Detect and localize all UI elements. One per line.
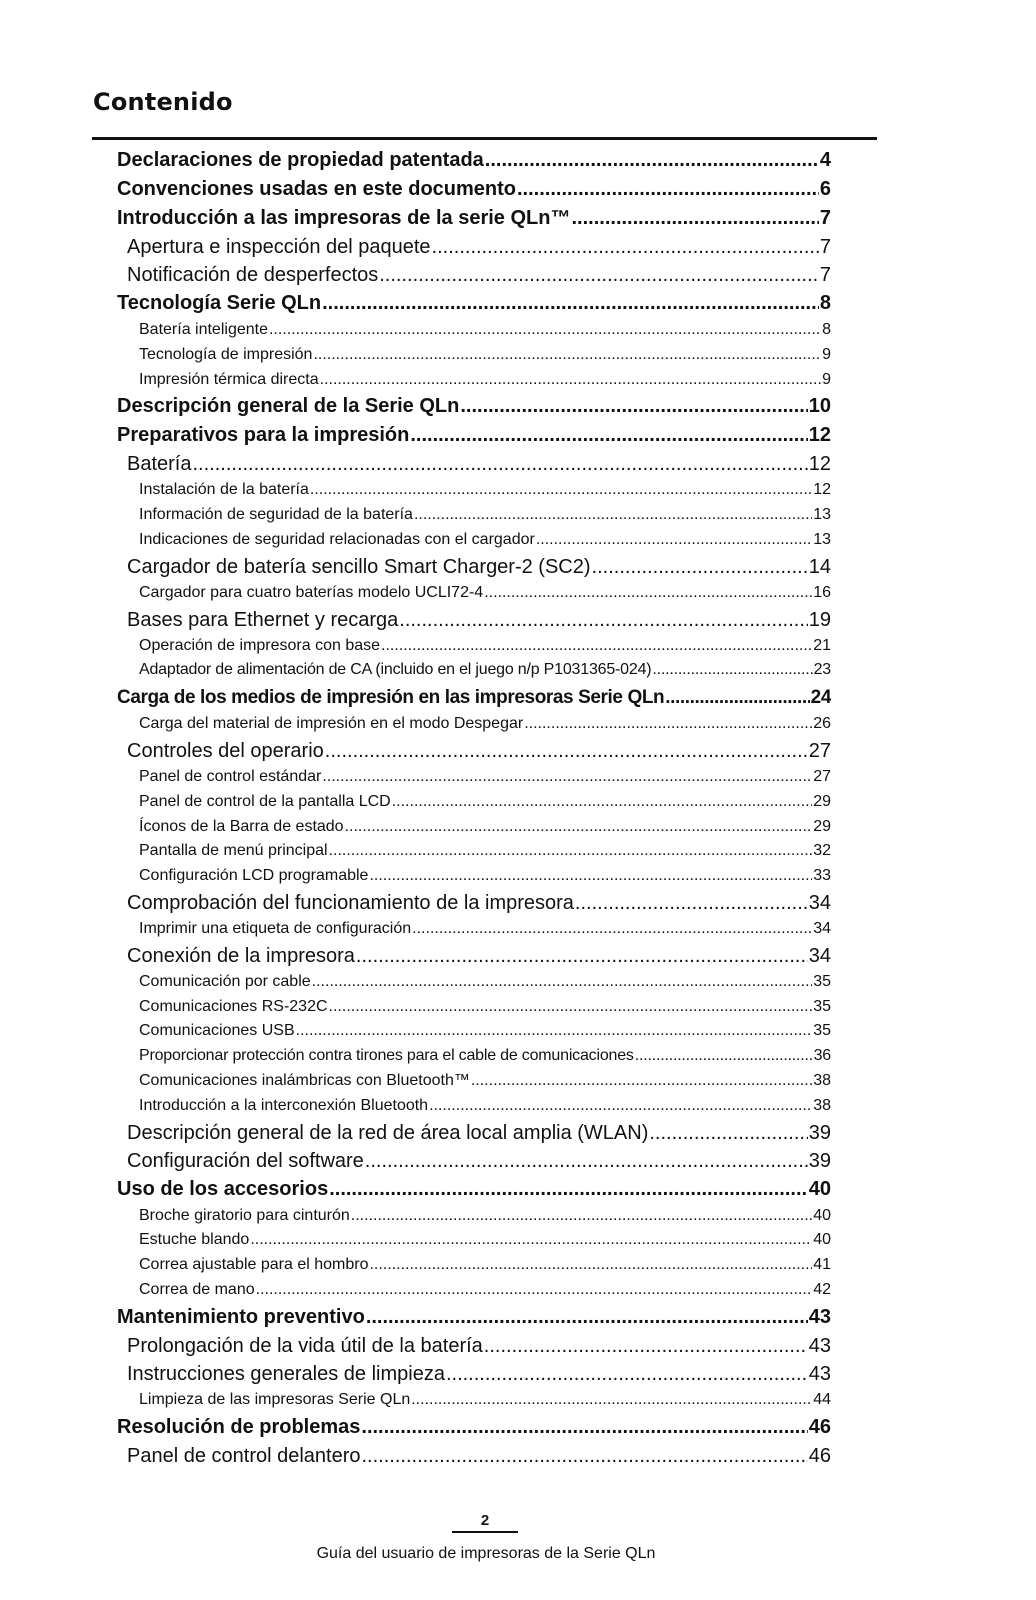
- toc-dot-leader: [322, 765, 812, 790]
- toc-entry-page: 7: [819, 207, 831, 229]
- toc-entry-label: Panel de control estándar: [139, 767, 322, 785]
- toc-entry[interactable]: [117, 864, 831, 889]
- toc-entry[interactable]: [117, 995, 831, 1020]
- toc-dot-leader: [366, 1303, 808, 1332]
- toc-dot-leader: [412, 917, 812, 942]
- toc-entry-page: 19: [808, 608, 831, 631]
- toc-entry-label: Descripción general de la red de área local amplia (WLAN): [127, 1121, 649, 1144]
- toc-dot-leader: [329, 839, 813, 864]
- toc-dot-leader: [460, 392, 807, 421]
- toc-dot-leader: [665, 683, 809, 712]
- toc-entry[interactable]: [117, 970, 831, 995]
- table-of-contents: [117, 146, 831, 1470]
- toc-entry-page: 7: [819, 264, 831, 286]
- toc-entry-label: Limpieza de las impresoras Serie QLn: [139, 1390, 411, 1408]
- toc-entry-label: Bases para Ethernet y recarga: [127, 608, 399, 631]
- toc-entry-page: 34: [808, 891, 831, 914]
- toc-entry-label: Adaptador de alimentación de CA (incluido en el juego n/p P1031365-024): [139, 661, 652, 679]
- toc-entry-label: Introducción a las impresoras de la serie QLn™: [117, 207, 571, 229]
- toc-entry[interactable]: [117, 146, 831, 175]
- toc-entry-page: 38: [813, 1071, 831, 1089]
- toc-entry[interactable]: [117, 1360, 831, 1388]
- toc-entry[interactable]: [117, 815, 831, 840]
- toc-dot-leader: [484, 1332, 808, 1360]
- toc-dot-leader: [310, 478, 812, 503]
- toc-dot-leader: [485, 146, 819, 175]
- toc-entry-page: 40: [813, 1206, 831, 1224]
- toc-entry[interactable]: [117, 1332, 831, 1360]
- toc-entry-label: Estuche blando: [139, 1231, 250, 1249]
- toc-entry-page: 41: [813, 1256, 831, 1274]
- page-title: Contenido: [93, 88, 233, 116]
- toc-entry[interactable]: [117, 528, 831, 553]
- toc-dot-leader: [411, 1388, 812, 1413]
- toc-entry[interactable]: [117, 478, 831, 503]
- toc-dot-leader: [362, 1442, 808, 1470]
- toc-dot-leader: [356, 942, 808, 970]
- toc-entry-page: 36: [813, 1047, 831, 1065]
- toc-entry[interactable]: [117, 1388, 831, 1413]
- toc-entry-label: Comunicaciones inalámbricas con Bluetooth™: [139, 1071, 470, 1089]
- toc-entry[interactable]: [117, 261, 831, 289]
- toc-entry[interactable]: [117, 712, 831, 737]
- toc-entry-page: 43: [808, 1334, 831, 1357]
- toc-dot-leader: [414, 503, 812, 528]
- toc-entry-page: 12: [808, 424, 831, 447]
- toc-entry-label: Broche giratorio para cinturón: [139, 1206, 350, 1224]
- toc-dot-leader: [429, 1094, 812, 1119]
- toc-dot-leader: [575, 889, 808, 917]
- toc-dot-leader: [345, 815, 813, 840]
- toc-entry-page: 34: [813, 919, 831, 937]
- toc-entry-page: 40: [808, 1177, 831, 1200]
- toc-entry-page: 39: [808, 1121, 831, 1144]
- toc-entry[interactable]: [117, 1278, 831, 1303]
- toc-dot-leader: [392, 790, 812, 815]
- toc-entry[interactable]: [117, 1303, 831, 1332]
- toc-dot-leader: [322, 289, 819, 318]
- toc-entry[interactable]: [117, 1044, 831, 1069]
- toc-dot-leader: [369, 1253, 812, 1278]
- toc-entry[interactable]: [117, 1175, 831, 1204]
- toc-entry-page: 35: [813, 997, 831, 1015]
- toc-entry-page: 38: [813, 1096, 831, 1114]
- toc-entry-label: Instrucciones generales de limpieza: [127, 1362, 445, 1385]
- toc-entry[interactable]: [117, 942, 831, 970]
- toc-dot-leader: [325, 737, 808, 765]
- toc-dot-leader: [524, 712, 812, 737]
- toc-dot-leader: [410, 421, 807, 450]
- toc-entry[interactable]: [117, 175, 831, 204]
- toc-entry[interactable]: [117, 233, 831, 261]
- toc-dot-leader: [296, 1019, 813, 1044]
- toc-entry-page: 29: [813, 792, 831, 810]
- toc-dot-leader: [571, 204, 818, 233]
- toc-entry-page: 9: [822, 345, 831, 363]
- toc-entry[interactable]: [117, 368, 831, 393]
- toc-entry[interactable]: [117, 581, 831, 606]
- toc-dot-leader: [269, 318, 821, 343]
- toc-entry[interactable]: [117, 1019, 831, 1044]
- toc-entry-label: Información de seguridad de la batería: [139, 506, 413, 524]
- toc-entry-label: Declaraciones de propiedad patentada: [117, 149, 484, 171]
- toc-entry[interactable]: [117, 421, 831, 450]
- toc-entry-label: Impresión térmica directa: [139, 370, 319, 388]
- toc-dot-leader: [329, 995, 813, 1020]
- toc-entry[interactable]: [117, 392, 831, 421]
- toc-entry-label: Apertura e inspección del paquete: [127, 236, 431, 258]
- toc-entry-page: 46: [808, 1444, 831, 1467]
- toc-entry-page: 43: [808, 1362, 831, 1385]
- toc-entry[interactable]: [117, 343, 831, 368]
- toc-dot-leader: [369, 864, 812, 889]
- toc-entry-label: Resolución de problemas: [117, 1415, 361, 1438]
- toc-entry-page: 34: [808, 944, 831, 967]
- toc-entry-label: Descripción general de la Serie QLn: [117, 395, 460, 418]
- toc-dot-leader: [592, 553, 808, 581]
- toc-dot-leader: [432, 233, 819, 261]
- toc-dot-leader: [351, 1204, 812, 1229]
- toc-entry-page: 9: [822, 370, 831, 388]
- toc-entry-page: 13: [813, 506, 831, 524]
- toc-entry[interactable]: [117, 1228, 831, 1253]
- toc-entry[interactable]: [117, 1069, 831, 1094]
- toc-entry-label: Uso de los accesorios: [117, 1177, 329, 1200]
- toc-dot-leader: [250, 1228, 812, 1253]
- toc-entry-page: 40: [813, 1231, 831, 1249]
- toc-entry-page: 21: [813, 636, 831, 654]
- toc-entry-label: Comunicaciones RS-232C: [139, 997, 328, 1015]
- toc-entry-label: Imprimir una etiqueta de configuración: [139, 919, 412, 937]
- toc-entry[interactable]: [117, 1147, 831, 1175]
- toc-entry[interactable]: [117, 683, 831, 712]
- toc-entry-page: 26: [813, 715, 831, 733]
- toc-dot-leader: [399, 606, 807, 634]
- toc-entry-page: 44: [813, 1390, 831, 1408]
- toc-entry[interactable]: [117, 289, 831, 318]
- toc-entry[interactable]: [117, 839, 831, 864]
- toc-dot-leader: [320, 368, 821, 393]
- toc-entry-label: Configuración del software: [127, 1149, 364, 1172]
- toc-entry-label: Cargador para cuatro baterías modelo UCLI72-4: [139, 583, 484, 601]
- toc-entry-page: 35: [813, 1022, 831, 1040]
- toc-entry-label: Introducción a la interconexión Bluetooth: [139, 1096, 429, 1114]
- toc-dot-leader: [517, 175, 819, 204]
- toc-entry[interactable]: [117, 450, 831, 478]
- toc-dot-leader: [313, 343, 821, 368]
- toc-entry[interactable]: [117, 1119, 831, 1147]
- title-rule: [92, 137, 877, 140]
- toc-entry-label: Comprobación del funcionamiento de la impresora: [127, 891, 574, 914]
- toc-entry-label: Comunicación por cable: [139, 972, 311, 990]
- toc-entry-page: 43: [808, 1305, 831, 1328]
- toc-dot-leader: [536, 528, 812, 553]
- toc-entry-label: Batería inteligente: [139, 321, 268, 338]
- toc-entry-page: 16: [813, 583, 831, 601]
- toc-dot-leader: [652, 658, 812, 683]
- toc-entry-label: Instalación de la batería: [139, 481, 309, 499]
- toc-entry-label: Pantalla de menú principal: [139, 842, 328, 860]
- toc-dot-leader: [471, 1069, 812, 1094]
- toc-entry-page: 4: [819, 149, 831, 171]
- toc-entry-page: 39: [808, 1149, 831, 1172]
- toc-entry[interactable]: [117, 634, 831, 659]
- toc-dot-leader: [329, 1175, 808, 1204]
- toc-entry[interactable]: [117, 318, 831, 343]
- toc-entry[interactable]: [117, 503, 831, 528]
- toc-entry-page: 14: [808, 555, 831, 578]
- toc-entry-page: 27: [813, 767, 831, 785]
- toc-entry-page: 27: [808, 739, 831, 762]
- toc-entry-label: Correa ajustable para el hombro: [139, 1256, 369, 1274]
- toc-entry[interactable]: [117, 658, 831, 683]
- toc-entry[interactable]: [117, 606, 831, 634]
- toc-dot-leader: [312, 970, 813, 995]
- toc-entry-page: 32: [813, 842, 831, 860]
- toc-entry-label: Carga del material de impresión en el modo Despegar: [139, 715, 524, 733]
- toc-entry-label: Convenciones usadas en este documento: [117, 178, 516, 200]
- toc-entry-page: 46: [808, 1415, 831, 1438]
- toc-entry-page: 10: [808, 395, 831, 418]
- toc-entry-label: Correa de mano: [139, 1280, 255, 1298]
- toc-entry-label: Prolongación de la vida útil de la batería: [127, 1334, 483, 1357]
- toc-entry-label: Controles del operario: [127, 739, 324, 762]
- toc-entry-page: 35: [813, 972, 831, 990]
- toc-dot-leader: [365, 1147, 808, 1175]
- toc-entry[interactable]: [117, 1253, 831, 1278]
- toc-entry-page: 12: [808, 453, 831, 476]
- toc-entry[interactable]: [117, 1413, 831, 1442]
- toc-dot-leader: [635, 1044, 813, 1069]
- toc-dot-leader: [484, 581, 812, 606]
- toc-entry-page: 33: [813, 867, 831, 885]
- toc-entry-label: Carga de los medios de impresión en las impresoras Serie QLn: [117, 687, 665, 709]
- toc-entry[interactable]: [117, 917, 831, 942]
- toc-entry-label: Configuración LCD programable: [139, 867, 369, 885]
- toc-entry[interactable]: [117, 889, 831, 917]
- toc-entry-page: 29: [813, 817, 831, 835]
- toc-dot-leader: [649, 1119, 807, 1147]
- toc-dot-leader: [381, 634, 812, 659]
- toc-dot-leader: [446, 1360, 808, 1388]
- toc-entry-label: Tecnología de impresión: [139, 345, 313, 363]
- toc-entry-page: 12: [813, 481, 831, 499]
- footer-page-number: 2: [452, 1512, 518, 1533]
- toc-entry[interactable]: [117, 1204, 831, 1229]
- toc-entry-label: Proporcionar protección contra tirones para el cable de comunicaciones: [139, 1047, 634, 1065]
- toc-entry-label: Conexión de la impresora: [127, 944, 355, 967]
- toc-entry-page: 24: [810, 687, 831, 709]
- toc-entry[interactable]: [117, 737, 831, 765]
- toc-entry-label: Tecnología Serie QLn: [117, 292, 322, 314]
- toc-entry-label: Batería: [127, 453, 192, 476]
- toc-dot-leader: [256, 1278, 813, 1303]
- toc-entry-label: Íconos de la Barra de estado: [139, 817, 344, 835]
- toc-entry-label: Panel de control de la pantalla LCD: [139, 792, 391, 810]
- toc-entry-label: Cargador de batería sencillo Smart Charger-2 (SC2): [127, 555, 591, 578]
- toc-entry-label: Indicaciones de seguridad relacionadas con el cargador: [139, 530, 535, 548]
- toc-entry[interactable]: [117, 1094, 831, 1119]
- toc-entry-label: Notificación de desperfectos: [127, 264, 379, 286]
- toc-entry[interactable]: [117, 553, 831, 581]
- toc-entry-page: 6: [819, 178, 831, 200]
- toc-entry-page: 13: [813, 530, 831, 548]
- toc-entry-label: Mantenimiento preventivo: [117, 1305, 365, 1328]
- toc-entry-label: Panel de control delantero: [127, 1444, 361, 1467]
- toc-entry[interactable]: [117, 204, 831, 233]
- toc-entry-label: Preparativos para la impresión: [117, 424, 410, 447]
- toc-entry-label: Operación de impresora con base: [139, 636, 381, 654]
- toc-entry[interactable]: [117, 1442, 831, 1470]
- toc-dot-leader: [379, 261, 819, 289]
- toc-dot-leader: [361, 1413, 807, 1442]
- toc-entry-label: Comunicaciones USB: [139, 1022, 295, 1040]
- toc-entry-page: 8: [819, 292, 831, 314]
- footer-text: Guía del usuario de impresoras de la Serie QLn: [316, 1545, 656, 1562]
- toc-dot-leader: [192, 450, 807, 478]
- toc-entry-page: 8: [822, 321, 831, 338]
- toc-entry-page: 42: [813, 1280, 831, 1298]
- toc-entry-page: 7: [819, 236, 831, 258]
- toc-entry-page: 23: [813, 661, 831, 679]
- toc-entry[interactable]: [117, 790, 831, 815]
- toc-entry[interactable]: [117, 765, 831, 790]
